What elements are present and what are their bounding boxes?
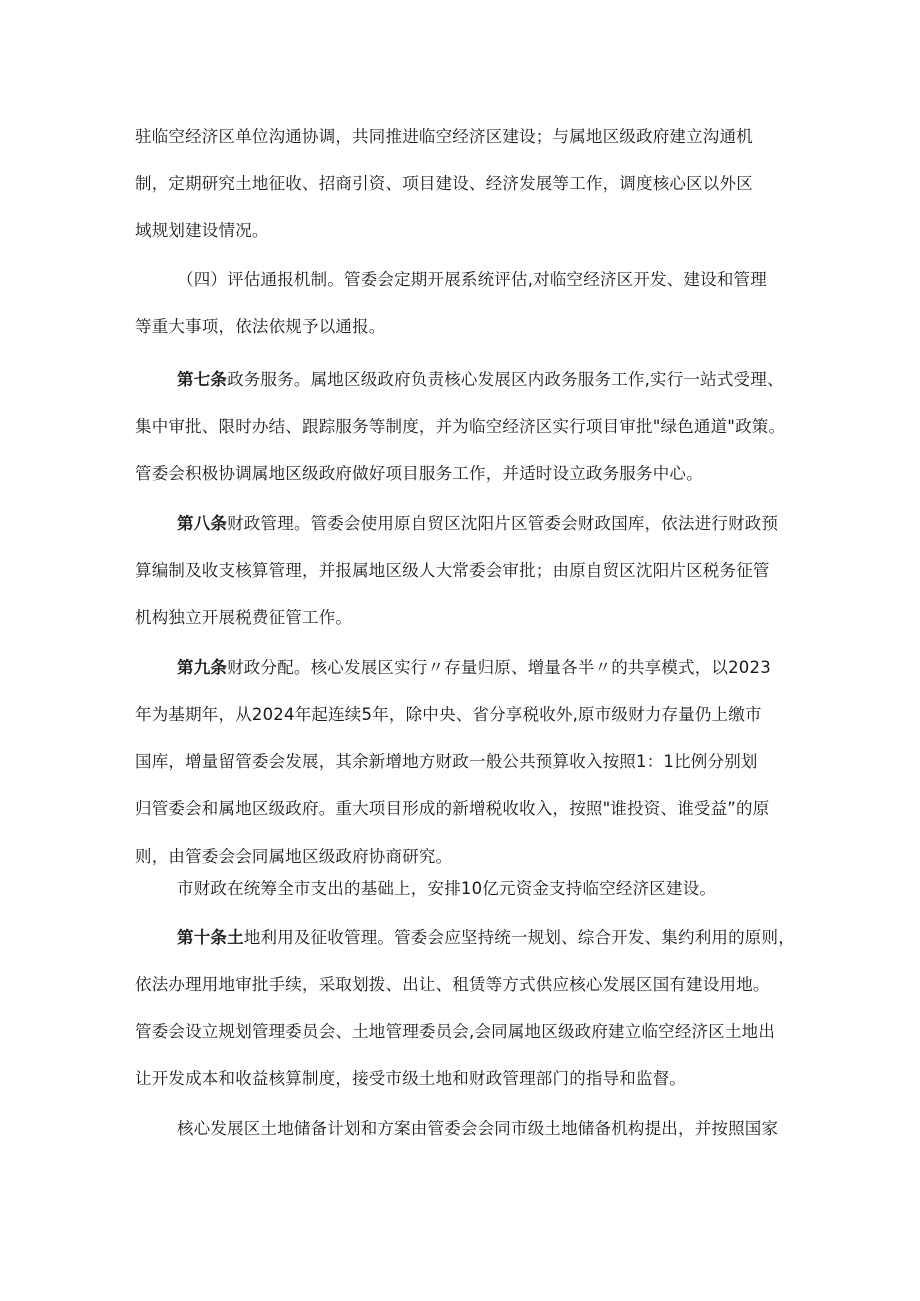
text-line: 国库，增量留管委会发展，其余新增地方财政一般公共预算收入按照1：1比例分别划	[135, 752, 758, 771]
text-span: 政务服务。属地区级政府负责核心发展区内政务服务工作,实行一站式受理、	[227, 370, 784, 389]
text-line: 市财政在统筹全市支出的基础上，安排10亿元资金支持临空经济区建设。	[177, 879, 717, 898]
text-line: 管委会积极协调属地区级政府做好项目服务工作，并适时设立政务服务中心。	[135, 464, 703, 483]
article-heading: 第九条	[177, 658, 228, 677]
article-heading: 第十条土	[177, 928, 244, 947]
text-span: 地利用及征收管理。管委会应坚持统一规划、综合开发、集约利用的原则，	[243, 928, 795, 947]
article-8-line	[177, 512, 778, 536]
text-span: 财政管理。管委会使用原自贸区沈阳片区管委会财政国库，依法进行财政预	[227, 514, 779, 533]
text-line: 域规划建设情况。	[135, 221, 269, 240]
article-heading: 第七条	[177, 370, 228, 389]
text-line: 归管委会和属地区级政府。重大项目形成的新增税收收入，按照"谁投资、谁受益”的原	[135, 799, 770, 818]
article-7-line	[177, 368, 784, 392]
text-line: 年为基期年，从2024年起连续5年，除中央、省分享税收外,原市级财力存量仍上缴市	[135, 705, 762, 724]
text-line: 让开发成本和收益核算制度，接受市级土地和财政管理部门的指导和监督。	[135, 1069, 687, 1088]
text-line: 集中审批、限时办结、跟踪服务等制度，并为临空经济区实行项目审批"绿色通道"政策。	[135, 417, 786, 436]
text-line: 制，定期研究土地征收、招商引资、项目建设、经济发展等工作，调度核心区以外区	[135, 174, 753, 193]
text-line: 核心发展区土地储备计划和方案由管委会会同市级土地储备机构提出，并按照国家	[177, 1119, 779, 1138]
article-10-line	[177, 926, 795, 950]
text-line: 依法办理用地审批手续，采取划拨、出让、租赁等方式供应核心发展区国有建设用地。	[135, 975, 770, 994]
text-line: 管委会设立规划管理委员会、土地管理委员会,会同属地区级政府建立临空经济区土地出	[135, 1022, 776, 1041]
text-line: 机构独立开展税费征管工作。	[135, 608, 353, 627]
article-heading: 第八条	[177, 514, 228, 533]
text-line: 则，由管委会会同属地区级政府协商研究。	[135, 847, 453, 866]
text-line: 等重大事项，依法依规予以通报。	[135, 317, 386, 336]
article-9-line	[177, 656, 771, 680]
text-line: 驻临空经济区单位沟通协调，共同推进临空经济区建设；与属地区级政府建立沟通机	[135, 127, 753, 146]
text-line: （四）评估通报机制。管委会定期开展系统评估,对临空经济区开发、建设和管理	[177, 270, 767, 289]
text-line: 算编制及收支核算管理，并报属地区级人大常委会审批；由原自贸区沈阳片区税务征管	[135, 561, 770, 580]
text-span: 财政分配。核心发展区实行〃存量归原、增量各半〃的共享模式，以2023	[227, 658, 771, 677]
